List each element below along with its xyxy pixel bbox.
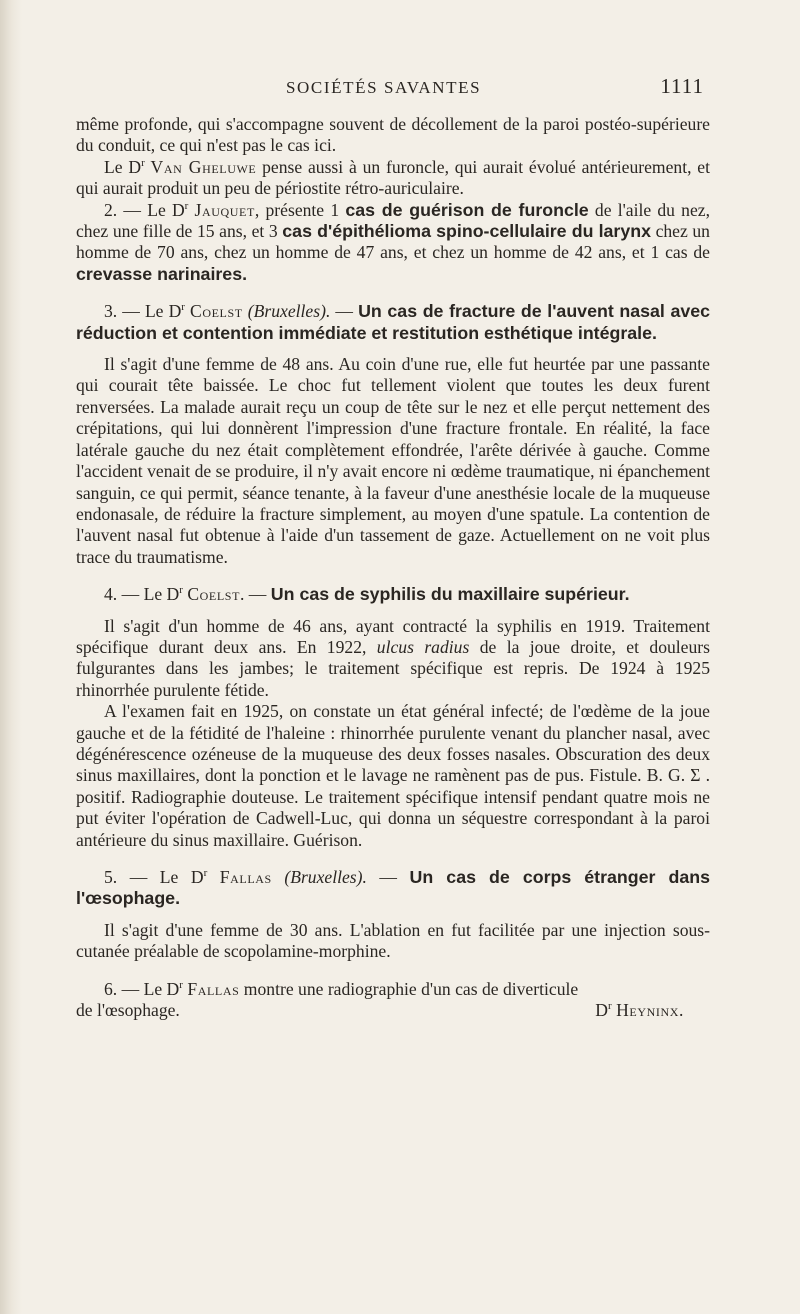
page-number: 1111	[660, 74, 704, 98]
bold-term: cas d'épithélioma spino-cellulaire du larynx	[282, 221, 651, 242]
paragraph-van-gheluwe: Le $D^r$ Van Gheluwe pense aussi à un furoncle, qui aurait évolué antérieurement, et qui aurait produit un peu de périostite rétro-auriculaire.	[76, 156, 710, 199]
author-name: Fallas	[187, 978, 240, 999]
item-4-body-1: Il s'agit d'un homme de 46 ans, ayant contracté la syphilis en 1919. Traitement spécifique durant deux ans. En 1922, ulcus radius de la joue droite, et douleurs fulgurantes dans les jambes; le traitement spécifique est repris. De 1924 à 1925 rhinorrhée purulente fétide.	[76, 615, 710, 700]
item-2: 2. — Le $D^r$ Jauquet, présente 1 cas de guérison de furoncle de l'aile du nez, chez une fille de 15 ans, et 3 cas d'épithélioma spino-cellulaire du larynx chez un homme de 70 ans, chez un homme de 47 ans, et chez un homme de 42 ans, et 1 cas de crevasse narinaires.	[76, 199, 710, 284]
item-5-body: Il s'agit d'une femme de 30 ans. L'ablation en fut facilitée par une injection sous-cutanée préalable de scopolamine-morphine.	[76, 919, 710, 962]
author-name: Fallas	[219, 867, 272, 887]
author-name: Jauquet	[194, 199, 255, 220]
item-6-last-line: de l'œsophage. $D^r$ Heyninx.	[76, 1000, 710, 1021]
author-name: Coelst	[190, 301, 243, 322]
signature: $D^r$ Heyninx.	[595, 1000, 684, 1021]
italic-term: ulcus radius	[376, 636, 470, 657]
item-3-body: Il s'agit d'une femme de 48 ans. Au coin d'une rue, elle fut heurtée par une passante qui courait tête baissée. Le choc fut tellement violent que toutes les deux furent renversées. La malade aurait reçu un coup de tête sur le nez et elle perçut nettement des crépitations, qui lui donnèrent l'impression d'une fracture frontale. En réalité, la face latérale gauche du nez était complètement effondrée, l'arête dérivée à gauche. Comme l'accident venait de se produire, il n'y avait encore ni œdème traumatique, ni épanchement sanguin, ce qui permit, séance tenante, à la faveur d'une anesthésie locale de la muqueuse endonasale, de réduire la fracture simplement, au moyen d'une spatule. La contention de l'auvent nasal fut obtenue à l'aide d'un tassement de gaze. Actuellement on ne voit plus trace du traumatisme.	[76, 354, 710, 567]
running-title: SOCIÉTÉS SAVANTES	[286, 78, 482, 97]
author-name: Coelst	[187, 584, 240, 605]
author-name: Van Gheluwe	[150, 156, 257, 177]
communication-title: Un cas de syphilis du maxillaire supérieur.	[270, 584, 630, 605]
page-body	[76, 114, 710, 1021]
page-binding-edge	[0, 0, 22, 1314]
item-6: 6. — Le $D^r$ Fallas montre une radiographie d'un cas de diverticule	[104, 978, 579, 999]
city: (Bruxelles).	[284, 867, 367, 887]
communication-title: Un cas de corps étranger dans l'œsophage.	[76, 867, 711, 909]
item-3-heading: 3. — Le $D^r$ Coelst (Bruxelles). — Un cas de fracture de l'auvent nasal avec réduction et contention immédiate et restitution esthétique intégrale.	[76, 301, 710, 343]
communication-title: Un cas de fracture de l'auvent nasal avec réduction et contention immédiate et restitution esthétique intégrale.	[76, 301, 710, 343]
bold-term: cas de guérison de furoncle	[345, 199, 589, 220]
item-4-heading: 4. — Le $D^r$ Coelst. — Un cas de syphilis du maxillaire supérieur.	[104, 584, 630, 605]
running-header	[76, 74, 710, 102]
item-4-body-2: A l'examen fait en 1925, on constate un état général infecté; de l'œdème de la joue gauche et de la fétidité de l'haleine : rhinorrhée purulente venant du plancher nasal, avec dégénérescence ozéneuse de la muqueuse des deux fosses nasales. Obscuration des deux sinus maxillaires, dont la ponction et le lavage ne ramènent pas de pus. Fistule. B. G. Σ . positif. Radiographie douteuse. Le traitement spécifique intensif pendant quatre mois ne put éviter l'opération de Cadwell-Luc, qui donna un séquestre correspondant à la paroi antérieure du sinus maxillaire. Guérison.	[76, 701, 710, 850]
paragraph-continuation: même profonde, qui s'accompagne souvent de décollement de la paroi postéo-supérieure du conduit, ce qui n'est pas le cas ici.	[76, 114, 710, 156]
city: (Bruxelles).	[247, 301, 331, 322]
bold-term: crevasse narinaires.	[76, 263, 248, 284]
item-5-heading: 5. — Le $D^r$ Fallas (Bruxelles). — Un cas de corps étranger dans l'œsophage.	[76, 867, 711, 909]
